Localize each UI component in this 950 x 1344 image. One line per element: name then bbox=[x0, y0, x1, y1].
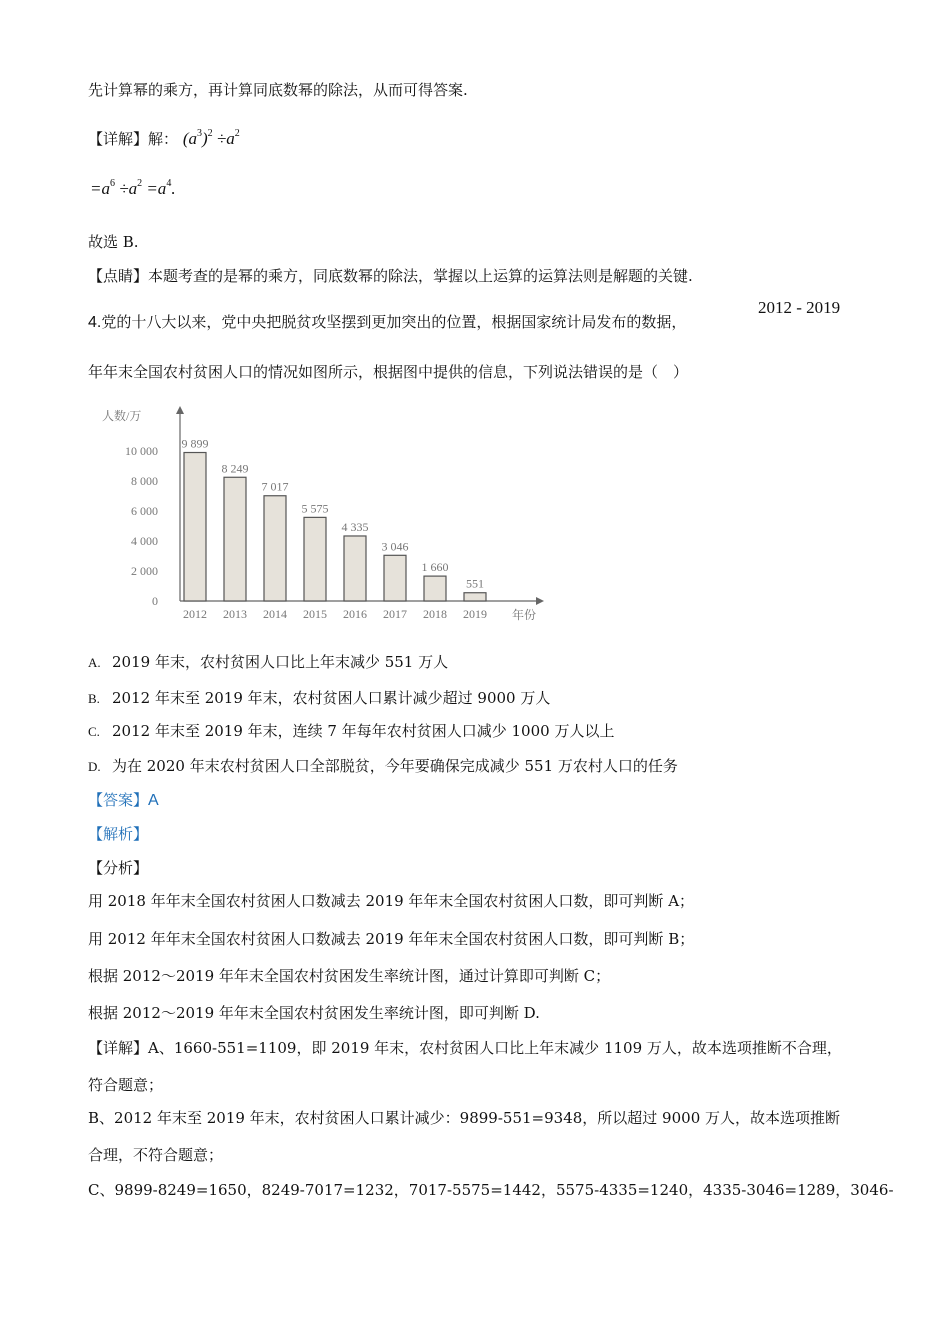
point-text: 本题考查的是幂的乘方，同底数幂的除法，掌握以上运算的运算法则是解题的关键. bbox=[148, 267, 693, 285]
detail-line bbox=[88, 124, 240, 149]
y-tick-label: 0 bbox=[152, 594, 158, 608]
question-line-1 bbox=[88, 312, 686, 333]
x-tick-label: 2018 bbox=[423, 607, 447, 621]
bar bbox=[384, 555, 406, 601]
x-tick-label: 2012 bbox=[183, 607, 207, 621]
y-tick-label: 6 000 bbox=[131, 504, 158, 518]
x-tick-label: 2017 bbox=[383, 607, 407, 621]
y-axis-arrow bbox=[176, 406, 184, 414]
detail2-line-2: 符合题意； bbox=[88, 1076, 164, 1094]
bar bbox=[424, 576, 446, 601]
y-tick-label: 2 000 bbox=[131, 564, 158, 578]
option-b bbox=[88, 688, 550, 709]
expression-1: $(a^3)^2 \div a^2$ bbox=[182, 128, 240, 148]
detail2-text-1: A、1660-551=1109，即 2019 年末，农村贫困人口比上年末减少 1109 万人，故本选项推断不合理， bbox=[148, 1039, 842, 1057]
bar-value-label: 9 899 bbox=[181, 436, 209, 451]
bar-value-label: 4 335 bbox=[341, 519, 369, 534]
option-c bbox=[88, 721, 614, 742]
x-tick-label: 2013 bbox=[223, 607, 247, 621]
point-label: 【点睛】 bbox=[88, 267, 149, 285]
explanation-line: 先计算幂的乘方，再计算同底数幂的除法，从而可得答案. bbox=[88, 81, 468, 99]
option-letter: D. bbox=[88, 759, 101, 774]
y-tick-label: 10 000 bbox=[125, 444, 158, 458]
question-line-2: 年年末全国农村贫困人口的情况如图所示，根据图中提供的信息，下列说法错误的是（ ） bbox=[88, 363, 689, 381]
y-tick-label: 4 000 bbox=[131, 534, 158, 548]
x-tick-label: 2016 bbox=[343, 607, 367, 621]
detail2-label: 【详解】 bbox=[88, 1039, 149, 1057]
y-tick-label: 8 000 bbox=[131, 474, 158, 488]
detail-label: 【详解】 bbox=[88, 130, 149, 148]
bar-value-label: 551 bbox=[466, 576, 484, 591]
detail2-line-3: B、2012 年末至 2019 年末，农村贫困人口累计减少：9899-551=9348，所以超过 9000 万人，故本选项推断 bbox=[88, 1109, 841, 1127]
option-text: 为在 2020 年末农村贫困人口全部脱贫，今年要确保完成减少 551 万农村人口的任务 bbox=[112, 757, 678, 775]
option-letter: B. bbox=[88, 691, 100, 706]
point-line bbox=[88, 266, 693, 286]
bar-value-label: 8 249 bbox=[221, 461, 249, 476]
y-axis-label: 人数/万 bbox=[102, 409, 142, 423]
bar-value-label: 7 017 bbox=[261, 479, 289, 494]
fenxi-label: 【分析】 bbox=[88, 859, 149, 877]
bar-value-label: 3 046 bbox=[381, 539, 409, 554]
answer-line bbox=[88, 790, 159, 811]
analysis-label: 【解析】 bbox=[88, 825, 149, 843]
detail2-line-5: C、9899-8249=1650，8249-7017=1232，7017-5575=1442，5575-4335=1240，4335-3046=1289，3046- bbox=[88, 1181, 894, 1199]
analysis-line-4: 根据 2012～2019 年年末全国农村贫困发生率统计图，即可判断 D. bbox=[88, 1004, 540, 1022]
bar bbox=[184, 453, 206, 601]
x-tick-label: 2015 bbox=[303, 607, 327, 621]
option-letter: A. bbox=[88, 655, 101, 670]
x-axis-arrow bbox=[536, 597, 544, 605]
detail2-line-1 bbox=[88, 1038, 842, 1058]
option-a bbox=[88, 652, 448, 673]
option-d bbox=[88, 756, 678, 777]
x-axis-label: 年份 bbox=[512, 608, 537, 622]
bar bbox=[344, 536, 366, 601]
x-tick-label: 2019 bbox=[463, 607, 487, 621]
bar-value-label: 1 660 bbox=[421, 560, 449, 575]
detail-prefix: 解： bbox=[148, 130, 179, 148]
bar bbox=[304, 517, 326, 601]
option-text: 2019 年末，农村贫困人口比上年末减少 551 万人 bbox=[112, 653, 449, 671]
question-year-range: 2012 - 2019 bbox=[758, 298, 841, 317]
option-letter: C. bbox=[88, 724, 100, 739]
analysis-line-2: 用 2012 年年末全国农村贫困人口数减去 2019 年年末全国农村贫困人口数，即可判断 B； bbox=[88, 930, 695, 948]
expression-2: $=a^6 \div a^2 =a^4$. bbox=[90, 178, 176, 198]
bar-chart bbox=[100, 398, 560, 630]
detail2-line-4: 合理，不符合题意； bbox=[88, 1146, 224, 1164]
answer-label: 【答案】 bbox=[88, 791, 149, 809]
x-tick-label: 2014 bbox=[263, 607, 287, 621]
answer-value: A bbox=[148, 792, 159, 809]
analysis-line-1: 用 2018 年年末全国农村贫困人口数减去 2019 年年末全国农村贫困人口数，即可判断 A； bbox=[88, 892, 695, 910]
option-text: 2012 年末至 2019 年末，连续 7 年每年农村贫困人口减少 1000 万人以上 bbox=[112, 722, 615, 740]
question-number: 4. bbox=[88, 314, 102, 331]
bar-value-label: 5 575 bbox=[301, 501, 329, 516]
choose-line: 故选 B. bbox=[88, 233, 139, 251]
bar bbox=[264, 496, 286, 601]
analysis-line-3: 根据 2012～2019 年年末全国农村贫困发生率统计图，通过计算即可判断 C； bbox=[88, 967, 611, 985]
bar bbox=[224, 477, 246, 601]
option-text: 2012 年末至 2019 年末，农村贫困人口累计减少超过 9000 万人 bbox=[112, 689, 551, 707]
question-text-1: 党的十八大以来，党中央把脱贫攻坚摆到更加突出的位置，根据国家统计局发布的数据， bbox=[101, 313, 687, 331]
bar bbox=[464, 593, 486, 601]
